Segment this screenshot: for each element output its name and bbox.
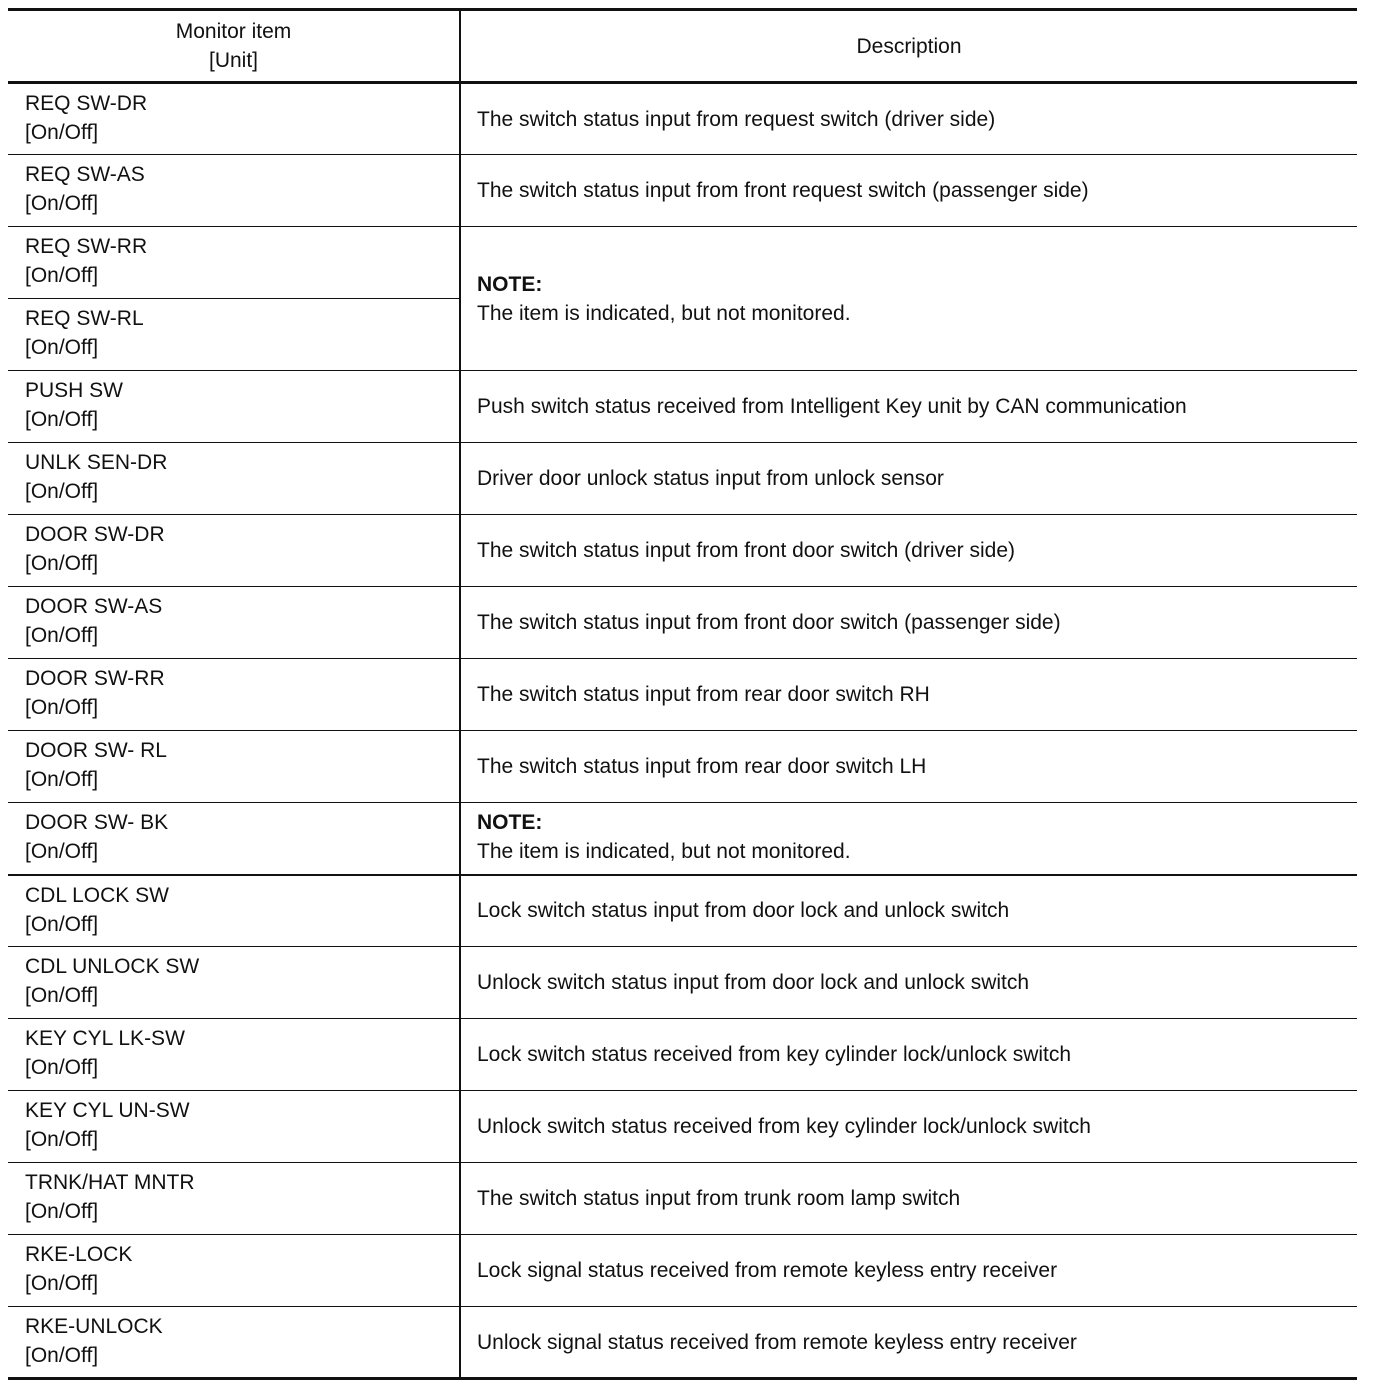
item-unit: [On/Off]	[25, 1200, 99, 1223]
table-row	[8, 371, 1357, 443]
item-name: RKE-UNLOCK	[25, 1315, 163, 1338]
item-unit: [On/Off]	[25, 624, 99, 647]
table-row	[8, 443, 1357, 515]
table-row	[8, 947, 1357, 1019]
monitor-item-cell	[8, 947, 460, 1019]
item-name: DOOR SW- BK	[25, 811, 169, 834]
header-monitor-item-label: Monitor item	[175, 20, 292, 43]
item-unit: [On/Off]	[25, 840, 99, 863]
description-cell-note	[460, 803, 1357, 875]
monitor-item-cell	[8, 155, 460, 227]
monitor-item-cell	[8, 731, 460, 803]
item-unit: [On/Off]	[25, 192, 99, 215]
item-name: CDL UNLOCK SW	[25, 955, 200, 978]
item-name: KEY CYL LK-SW	[25, 1027, 185, 1050]
item-name: CDL LOCK SW	[25, 883, 169, 907]
description-cell: The switch status input from request switch (driver side)	[460, 83, 1357, 155]
monitor-item-cell	[8, 443, 460, 515]
description-cell: The switch status input from front door switch (passenger side)	[460, 587, 1357, 659]
table-row	[8, 803, 1357, 875]
header-unit-label: [Unit]	[208, 49, 258, 72]
table-row	[8, 1163, 1357, 1235]
item-unit: [On/Off]	[25, 1128, 99, 1151]
item-name: REQ SW-RL	[25, 307, 144, 330]
table-row	[8, 155, 1357, 227]
note-text: The item is indicated, but not monitored.	[477, 840, 851, 863]
description-cell: Unlock switch status input from door lock and unlock switch	[460, 947, 1357, 1019]
description-cell: The switch status input from rear door switch LH	[460, 731, 1357, 803]
table-row	[8, 83, 1357, 155]
item-name: DOOR SW- RL	[25, 739, 167, 762]
item-name: DOOR SW-RR	[25, 667, 165, 690]
item-unit: [On/Off]	[25, 480, 99, 503]
table-row	[8, 1019, 1357, 1091]
description-cell: The switch status input from trunk room lamp switch	[460, 1163, 1357, 1235]
table-row	[8, 731, 1357, 803]
item-name: REQ SW-AS	[25, 163, 145, 186]
item-name: KEY CYL UN-SW	[25, 1099, 190, 1122]
description-cell: Unlock signal status received from remote keyless entry receiver	[460, 1307, 1357, 1379]
item-unit: [On/Off]	[25, 1344, 99, 1367]
item-unit: [On/Off]	[25, 121, 99, 144]
table-row	[8, 587, 1357, 659]
item-unit: [On/Off]	[25, 264, 99, 287]
monitor-item-cell	[8, 83, 460, 155]
monitor-item-cell	[8, 803, 460, 875]
monitor-item-cell	[8, 515, 460, 587]
description-cell: Lock switch status received from key cylinder lock/unlock switch	[460, 1019, 1357, 1091]
monitor-item-cell	[8, 299, 460, 371]
note-text: The item is indicated, but not monitored.	[477, 301, 851, 325]
monitor-item-cell	[8, 227, 460, 299]
item-unit: [On/Off]	[25, 1056, 99, 1079]
description-cell: Lock switch status input from door lock and unlock switch	[460, 875, 1357, 947]
description-cell: The switch status input from front door switch (driver side)	[460, 515, 1357, 587]
monitor-item-cell	[8, 1235, 460, 1307]
table-row	[8, 659, 1357, 731]
item-unit: [On/Off]	[25, 984, 99, 1007]
header-monitor-item	[8, 10, 460, 83]
item-unit: [On/Off]	[25, 768, 99, 791]
description-cell: The switch status input from rear door switch RH	[460, 659, 1357, 731]
note-label: NOTE:	[477, 811, 543, 834]
monitor-item-table	[8, 8, 1357, 1380]
description-cell: Driver door unlock status input from unlock sensor	[460, 443, 1357, 515]
item-name: TRNK/HAT MNTR	[25, 1171, 195, 1194]
item-unit: [On/Off]	[25, 696, 99, 719]
table-row	[8, 875, 1357, 947]
item-name: UNLK SEN-DR	[25, 451, 168, 474]
description-cell-note	[460, 227, 1357, 371]
item-name: REQ SW-RR	[25, 235, 148, 258]
table-row	[8, 227, 1357, 299]
item-name: DOOR SW-DR	[25, 523, 165, 546]
item-name: REQ SW-DR	[25, 92, 148, 115]
table-row	[8, 1091, 1357, 1163]
item-unit: [On/Off]	[25, 552, 99, 575]
table-row	[8, 1307, 1357, 1379]
monitor-item-cell	[8, 1091, 460, 1163]
item-unit: [On/Off]	[25, 1272, 99, 1295]
description-cell: Lock signal status received from remote keyless entry receiver	[460, 1235, 1357, 1307]
monitor-item-cell	[8, 1019, 460, 1091]
monitor-item-cell	[8, 587, 460, 659]
monitor-item-cell	[8, 875, 460, 947]
item-name: DOOR SW-AS	[25, 595, 163, 618]
table-row	[8, 515, 1357, 587]
monitor-item-cell	[8, 371, 460, 443]
description-cell: Push switch status received from Intelligent Key unit by CAN communication	[460, 371, 1357, 443]
description-cell: Unlock switch status received from key cylinder lock/unlock switch	[460, 1091, 1357, 1163]
table-row	[8, 1235, 1357, 1307]
description-cell: The switch status input from front request switch (passenger side)	[460, 155, 1357, 227]
item-unit: [On/Off]	[25, 408, 99, 431]
header-description: Description	[460, 10, 1357, 83]
item-name: RKE-LOCK	[25, 1243, 133, 1266]
table-header-row	[8, 10, 1357, 83]
note-label: NOTE:	[477, 272, 543, 296]
monitor-item-cell	[8, 1163, 460, 1235]
item-unit: [On/Off]	[25, 336, 99, 359]
monitor-item-cell	[8, 1307, 460, 1379]
monitor-item-cell	[8, 659, 460, 731]
item-unit: [On/Off]	[25, 912, 99, 936]
item-name: PUSH SW	[25, 379, 124, 402]
